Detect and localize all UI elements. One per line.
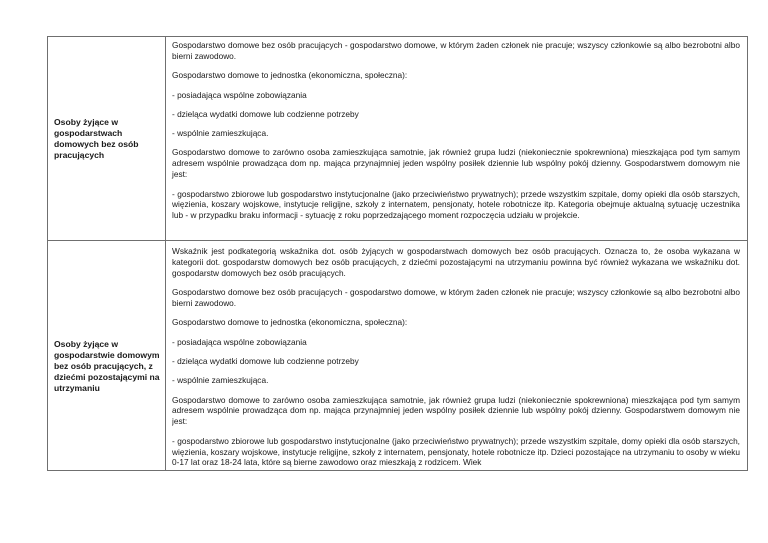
paragraph: - dzieląca wydatki domowe lub codzienne potrzeby — [172, 108, 359, 119]
paragraph: Gospodarstwo domowe bez osób pracujących - gospodarstwo domowe, w którym żaden członek nie pracuje; wszyscy członkowie są albo bezrobotni albo bierni zawodowo. — [172, 40, 740, 61]
row-label-cell — [48, 37, 166, 241]
definitions-table — [47, 36, 748, 471]
paragraph: - gospodarstwo zbiorowe lub gospodarstwo instytucjonalne (jako przeciwieństwo prywatnych); przede wszystkim szpitale, domy opieki dla osób starszych, więzienia, koszary wojskowe, instytucje religijne, szkoły z internatem, pensjonaty, hotele robotnicze itp. Kategoria obejmuje aktualną sytuację uczestnika lub - w przypadku braku informacji - sytuację z roku poprzedzającego moment rozpoczęcia udziału w projekcie. — [172, 188, 740, 221]
paragraph: Gospodarstwo domowe bez osób pracujących - gospodarstwo domowe, w którym żaden członek nie pracuje; wszyscy członkowie są albo bezrobotni albo bierni zawodowo. — [172, 287, 740, 309]
paragraph: - posiadająca wspólne zobowiązania — [172, 89, 307, 100]
paragraph: - wspólnie zamieszkująca. — [172, 128, 269, 139]
paragraph: - wspólnie zamieszkująca. — [172, 375, 269, 386]
paragraph: - dzieląca wydatki domowe lub codzienne potrzeby — [172, 355, 359, 366]
paragraph: - posiadająca wspólne zobowiązania — [172, 336, 307, 347]
paragraph: Gospodarstwo domowe to jednostka (ekonomiczna, społeczna): — [172, 317, 408, 328]
row-content-cell — [166, 241, 748, 471]
row-label: Osoby żyjące w gospodarstwie domowym bez osób pracujących, z dziećmi pozostającymi na utrzymaniu — [54, 339, 160, 393]
table-row — [48, 37, 748, 241]
paragraph: Gospodarstwo domowe to zarówno osoba zamieszkująca samotnie, jak również grupa ludzi (niekoniecznie spokrewniona) mieszkająca pod tym samym adresem wspólnie prowadząca dom np. mająca przynajmniej jeden wspólny posiłek dziennie lub wspólny pokój dzienny. Gospodarstwem domowym nie jest: — [172, 147, 740, 180]
row-content-cell — [166, 37, 748, 241]
row-label-cell — [48, 241, 166, 471]
paragraph: Wskaźnik jest podkategorią wskaźnika dot. osób żyjących w gospodarstwach domowych bez osób pracujących. Oznacza to, że osoba wykazana w kategorii dot. gospodarstw domowych bez osób pracujących, z dziećmi pozostającymi na utrzymaniu powinna być również wykazana we wskaźniku dot. gospodarstw domowych bez osób pracujących. — [172, 246, 740, 278]
content-clip — [172, 246, 740, 468]
row-label: Osoby żyjące w gospodarstwach domowych bez osób pracujących — [54, 116, 139, 160]
paragraph: - gospodarstwo zbiorowe lub gospodarstwo instytucjonalne (jako przeciwieństwo prywatnych); przede wszystkim szpitale, domy opieki dla osób starszych, więzienia, koszary wojskowe, instytucje religijne, szkoły z internatem, pensjonaty, hotele robotnicze itp. Dzieci pozostające na utrzymaniu to osoby w wieku 0-17 lat oraz 18-24 lata, które są bierne zawodowo oraz mieszkają z rodzicem. Wiek — [172, 435, 740, 468]
paragraph: Gospodarstwo domowe to zarówno osoba zamieszkująca samotnie, jak również grupa ludzi (niekoniecznie spokrewniona) mieszkająca pod tym samym adresem wspólnie prowadząca dom np. mająca przynajmniej jeden wspólny posiłek dziennie lub wspólny pokój dzienny. Gospodarstwem domowym nie jest: — [172, 394, 740, 427]
paragraph: Gospodarstwo domowe to jednostka (ekonomiczna, społeczna): — [172, 70, 408, 81]
table-row — [48, 241, 748, 471]
